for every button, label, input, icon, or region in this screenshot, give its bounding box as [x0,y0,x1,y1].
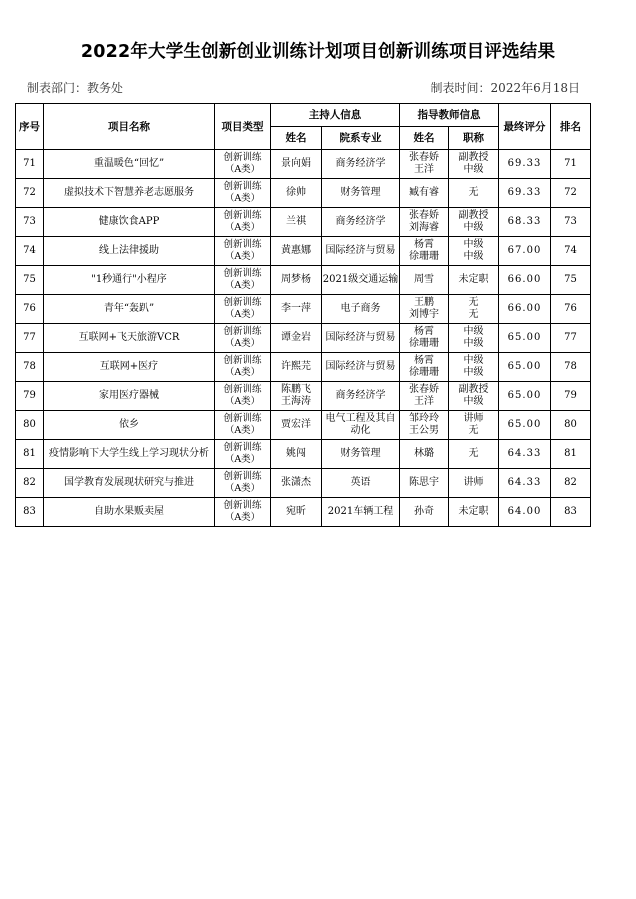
cell-seq-line: 74 [23,245,36,256]
cell-advisor-title-line: 无 [468,425,479,436]
cell-rank-line: 82 [564,477,577,488]
cell-host-dept-line: 2021级交通运输 [322,274,399,285]
cell-project-name-line: 自助水果贩卖屋 [94,506,164,517]
cell-rank [551,469,591,498]
cell-seq-line: 71 [23,158,36,169]
cell-rank-line: 81 [564,448,577,459]
cell-advisor-name [400,266,449,295]
header-seq: 序号 [16,104,44,150]
cell-seq [16,295,44,324]
date-info [431,79,580,96]
cell-seq-line: 73 [23,216,36,227]
cell-advisor-name-line: 徐珊珊 [409,251,439,262]
cell-advisor-title-line: 无 [468,309,479,320]
cell-host-name-line: 陈鹏飞 [281,384,311,395]
cell-seq-line: 82 [23,477,36,488]
cell-score-line: 67.00 [507,245,542,256]
cell-project-type [215,498,271,527]
date-value: 2022年6月18日 [490,81,580,95]
cell-score-line: 66.00 [507,303,542,314]
cell-host-dept-line: 商务经济学 [335,158,386,169]
cell-advisor-name [400,324,449,353]
cell-host-dept [322,469,400,498]
cell-advisor-title-line: 中级 [463,164,484,175]
cell-advisor-name-line: 臧有睿 [409,187,439,198]
cell-project-name-line: 重温暖色“回忆” [93,158,165,169]
cell-advisor-title [449,295,499,324]
header-host-group: 主持人信息 [271,104,400,127]
cell-advisor-title-line: 未定职 [458,506,489,517]
cell-host-name-line: 王海涛 [281,396,311,407]
cell-rank-line: 71 [564,158,577,169]
cell-project-type-line: （A类） [224,309,261,320]
cell-score [499,150,551,179]
cell-host-name-line: 李一萍 [281,303,311,314]
table-row [16,324,591,353]
cell-project-type-line: （A类） [224,454,261,465]
header-advisor-group: 指导教师信息 [400,104,499,127]
cell-seq-line: 77 [23,332,36,343]
cell-project-name-line: 疫情影响下大学生线上学习现状分析 [49,448,209,459]
header-score: 最终评分 [499,104,551,150]
cell-advisor-name-line: 张春娇 [409,210,439,221]
cell-host-dept-line: 商务经济学 [335,216,386,227]
cell-advisor-name [400,382,449,411]
table-row [16,469,591,498]
cell-advisor-title-line: 中级 [463,396,484,407]
cell-rank-line: 83 [564,506,577,517]
cell-seq-line: 81 [23,448,36,459]
cell-advisor-name [400,411,449,440]
cell-host-name [271,440,322,469]
cell-project-type [215,324,271,353]
cell-rank [551,382,591,411]
cell-project-name [44,295,215,324]
cell-seq [16,237,44,266]
cell-host-dept-line: 财务管理 [340,187,381,198]
cell-project-type [215,208,271,237]
cell-rank-line: 74 [564,245,577,256]
cell-advisor-name-line: 张春娇 [409,152,439,163]
cell-project-type-line: 创新训练 [223,442,262,453]
cell-project-type-line: （A类） [224,512,261,523]
table-row [16,382,591,411]
cell-project-type-line: 创新训练 [223,268,262,279]
cell-score [499,353,551,382]
table-row [16,208,591,237]
cell-rank-line: 80 [564,419,577,430]
cell-advisor-title-line: 中级 [463,355,484,366]
cell-project-type-line: （A类） [224,222,261,233]
cell-score [499,208,551,237]
cell-rank [551,179,591,208]
cell-score-line: 65.00 [507,332,542,343]
cell-seq-line: 79 [23,390,36,401]
cell-project-type [215,469,271,498]
table-row [16,295,591,324]
cell-project-name [44,498,215,527]
department-label: 制表部门： [27,81,88,95]
cell-host-dept [322,440,400,469]
cell-host-name [271,179,322,208]
cell-score-line: 65.00 [507,390,542,401]
cell-seq-line: 83 [23,506,36,517]
cell-advisor-name-line: 周雪 [414,274,434,285]
cell-project-name [44,150,215,179]
cell-advisor-name [400,469,449,498]
cell-host-name [271,324,322,353]
cell-host-dept-line: 财务管理 [340,448,381,459]
table-row [16,440,591,469]
header-project-name: 项目名称 [44,104,215,150]
cell-project-name [44,469,215,498]
cell-seq [16,266,44,295]
cell-project-type-line: 创新训练 [223,181,262,192]
cell-score [499,382,551,411]
cell-advisor-title-line: 中级 [463,338,484,349]
cell-project-type-line: 创新训练 [223,384,262,395]
cell-seq-line: 72 [23,187,36,198]
cell-seq [16,353,44,382]
cell-host-dept-line: 电子商务 [340,303,381,314]
cell-advisor-name-line: 杨霄 [414,239,434,250]
cell-rank-line: 78 [564,361,577,372]
cell-host-dept-line: 国际经济与贸易 [325,332,396,343]
cell-advisor-name-line: 杨霄 [414,326,434,337]
cell-project-name-line: 虚拟技术下智慧养老志愿服务 [64,187,194,198]
cell-advisor-title [449,208,499,237]
cell-advisor-title [449,498,499,527]
cell-score [499,266,551,295]
table-row [16,353,591,382]
cell-advisor-name-line: 陈思宇 [409,477,439,488]
cell-advisor-title [449,440,499,469]
cell-host-name-line: 宛昕 [286,506,306,517]
cell-project-type-line: 创新训练 [223,210,262,221]
table-row [16,150,591,179]
cell-rank [551,411,591,440]
cell-rank-line: 75 [564,274,577,285]
cell-seq-line: 75 [23,274,36,285]
cell-rank [551,266,591,295]
cell-project-type-line: 创新训练 [223,326,262,337]
department-info [27,79,123,96]
cell-project-type-line: 创新训练 [223,152,262,163]
cell-host-dept [322,208,400,237]
cell-seq [16,411,44,440]
cell-advisor-title [449,266,499,295]
cell-project-type [215,411,271,440]
cell-project-type-line: 创新训练 [223,355,262,366]
cell-host-name [271,498,322,527]
cell-project-name [44,411,215,440]
cell-advisor-name-line: 徐珊珊 [409,367,439,378]
cell-rank [551,208,591,237]
cell-seq [16,440,44,469]
cell-project-name-line: 国学教育发展现状研究与推进 [64,477,194,488]
cell-project-type-line: （A类） [224,251,261,262]
cell-project-type-line: （A类） [224,338,261,349]
cell-rank [551,440,591,469]
cell-score [499,440,551,469]
cell-advisor-name-line: 刘博宇 [409,309,439,320]
cell-rank-line: 76 [564,303,577,314]
cell-host-dept [322,237,400,266]
cell-project-name [44,353,215,382]
cell-project-name-line: 健康饮食APP [98,216,160,227]
cell-project-name [44,208,215,237]
cell-advisor-name-line: 孙奇 [414,506,434,517]
cell-host-name [271,208,322,237]
cell-host-name-line: 许熙芫 [281,361,311,372]
cell-project-name-line: 互联网+医疗 [99,361,159,372]
cell-project-name-line: 依乡 [119,419,139,430]
cell-advisor-name [400,208,449,237]
cell-project-type [215,295,271,324]
cell-advisor-name-line: 王公男 [409,425,439,436]
cell-host-dept-line: 电气工程及其自动化 [325,413,396,436]
cell-advisor-title [449,179,499,208]
cell-advisor-name [400,353,449,382]
cell-project-type-line: （A类） [224,396,261,407]
cell-rank [551,150,591,179]
header-host-dept: 院系专业 [322,127,400,150]
cell-seq [16,498,44,527]
cell-project-type [215,382,271,411]
cell-advisor-name [400,295,449,324]
header-host-name: 姓名 [271,127,322,150]
cell-host-name [271,411,322,440]
date-label: 制表时间： [430,81,491,95]
table-row [16,237,591,266]
cell-host-dept [322,295,400,324]
cell-score-line: 66.00 [507,274,542,285]
cell-rank-line: 79 [564,390,577,401]
cell-host-name-line: 周梦杨 [281,274,311,285]
cell-host-dept-line: 国际经济与贸易 [325,245,396,256]
cell-project-type-line: （A类） [224,280,261,291]
cell-host-dept-line: 国际经济与贸易 [325,361,396,372]
cell-host-name-line: 姚闯 [286,448,306,459]
cell-host-name-line: 贾宏洋 [281,419,311,430]
cell-advisor-name-line: 邹玲玲 [409,413,439,424]
cell-host-name [271,469,322,498]
cell-advisor-name-line: 张春娇 [409,384,439,395]
cell-score [499,179,551,208]
cell-advisor-name-line: 林璐 [414,448,434,459]
cell-host-dept [322,382,400,411]
table-row [16,266,591,295]
cell-seq-line: 80 [23,419,36,430]
cell-score [499,411,551,440]
cell-score [499,237,551,266]
cell-host-name [271,295,322,324]
cell-advisor-name-line: 王洋 [414,164,434,175]
cell-advisor-title-line: 中级 [463,251,484,262]
cell-host-name [271,266,322,295]
cell-advisor-title-line: 无 [468,448,479,459]
cell-project-type [215,266,271,295]
cell-project-type-line: （A类） [224,483,261,494]
cell-advisor-name [400,179,449,208]
cell-seq [16,150,44,179]
cell-advisor-title-line: 无 [468,187,479,198]
cell-rank-line: 77 [564,332,577,343]
cell-advisor-title-line: 无 [468,297,479,308]
cell-project-type [215,150,271,179]
cell-project-type [215,440,271,469]
cell-score-line: 65.00 [507,419,542,430]
page-title: 2022年大学生创新创业训练计划项目创新训练项目评选结果 [80,42,556,62]
results-table [15,103,591,527]
cell-advisor-name [400,150,449,179]
table-row [16,411,591,440]
cell-score-line: 64.00 [507,506,542,517]
cell-rank [551,237,591,266]
cell-advisor-title [449,237,499,266]
cell-host-name-line: 张潇杰 [281,477,311,488]
cell-score-line: 69.33 [507,158,542,169]
cell-host-dept [322,150,400,179]
cell-project-type-line: 创新训练 [223,500,262,511]
cell-advisor-name [400,498,449,527]
cell-advisor-title [449,469,499,498]
cell-host-dept-line: 商务经济学 [335,390,386,401]
cell-project-name [44,266,215,295]
cell-host-name-line: 兰祺 [286,216,306,227]
cell-advisor-title-line: 讲师 [463,477,484,488]
cell-seq-line: 76 [23,303,36,314]
cell-advisor-name [400,440,449,469]
cell-project-name-line: 青年“轰趴” [103,303,155,314]
cell-seq [16,469,44,498]
cell-advisor-title-line: 未定职 [458,274,489,285]
cell-score [499,469,551,498]
cell-advisor-title [449,150,499,179]
cell-project-name-line: 家用医疗器械 [99,390,159,401]
header-project-type: 项目类型 [215,104,271,150]
cell-score [499,498,551,527]
cell-host-dept [322,353,400,382]
cell-seq [16,179,44,208]
cell-host-dept-line: 英语 [350,477,371,488]
cell-advisor-title-line: 副教授 [458,384,489,395]
cell-rank [551,498,591,527]
cell-score [499,295,551,324]
cell-project-type [215,353,271,382]
cell-advisor-title-line: 讲师 [463,413,484,424]
cell-project-type-line: 创新训练 [223,239,262,250]
cell-host-name-line: 谭金岩 [281,332,311,343]
cell-project-type-line: 创新训练 [223,413,262,424]
cell-project-name [44,237,215,266]
cell-host-dept [322,498,400,527]
cell-advisor-name-line: 徐珊珊 [409,338,439,349]
cell-host-dept [322,179,400,208]
cell-host-dept [322,324,400,353]
cell-rank-line: 73 [564,216,577,227]
cell-project-name-line: 互联网+飞天旅游VCR [78,332,180,343]
cell-advisor-title-line: 中级 [463,222,484,233]
cell-project-type [215,237,271,266]
cell-advisor-title-line: 副教授 [458,210,489,221]
cell-project-name [44,324,215,353]
cell-project-name [44,382,215,411]
header-advisor-title: 职称 [449,127,499,150]
cell-advisor-name-line: 杨霄 [414,355,434,366]
cell-host-dept [322,266,400,295]
results-body [16,150,591,527]
cell-score-line: 65.00 [507,361,542,372]
cell-rank [551,353,591,382]
cell-advisor-name [400,237,449,266]
cell-rank [551,324,591,353]
cell-project-type-line: （A类） [224,425,261,436]
cell-advisor-name-line: 刘海睿 [409,222,439,233]
cell-host-name [271,382,322,411]
cell-project-name-line: 线上法律援助 [99,245,159,256]
cell-advisor-title [449,382,499,411]
cell-advisor-title [449,324,499,353]
header-rank: 排名 [551,104,591,150]
cell-project-type-line: 创新训练 [223,471,262,482]
cell-host-name [271,150,322,179]
cell-advisor-name-line: 王鹏 [414,297,434,308]
cell-project-name [44,440,215,469]
cell-advisor-title-line: 副教授 [458,152,489,163]
cell-project-type-line: （A类） [224,193,261,204]
cell-host-name [271,237,322,266]
cell-project-name [44,179,215,208]
cell-rank-line: 72 [564,187,577,198]
cell-score-line: 69.33 [507,187,542,198]
cell-advisor-name-line: 王洋 [414,396,434,407]
cell-seq [16,324,44,353]
cell-advisor-title-line: 中级 [463,326,484,337]
cell-seq [16,382,44,411]
cell-score-line: 64.33 [507,448,542,459]
cell-project-type-line: （A类） [224,367,261,378]
cell-host-dept-line: 2021车辆工程 [327,506,394,517]
cell-host-name [271,353,322,382]
cell-score-line: 68.33 [507,216,542,227]
header-advisor-name: 姓名 [400,127,449,150]
cell-score-line: 64.33 [507,477,542,488]
cell-host-name-line: 徐帅 [286,187,306,198]
cell-host-name-line: 黄惠娜 [281,245,311,256]
cell-seq [16,208,44,237]
department-value: 教务处 [87,81,124,95]
cell-project-type [215,179,271,208]
table-row [16,179,591,208]
cell-seq-line: 78 [23,361,36,372]
cell-advisor-title-line: 中级 [463,239,484,250]
cell-score [499,324,551,353]
cell-host-name-line: 景向娟 [281,158,311,169]
cell-project-type-line: 创新训练 [223,297,262,308]
cell-project-type-line: （A类） [224,164,261,175]
cell-advisor-title-line: 中级 [463,367,484,378]
cell-rank [551,295,591,324]
table-row [16,498,591,527]
cell-project-name-line: "1秒通行"小程序 [91,274,167,285]
cell-advisor-title [449,353,499,382]
cell-host-dept [322,411,400,440]
cell-advisor-title [449,411,499,440]
